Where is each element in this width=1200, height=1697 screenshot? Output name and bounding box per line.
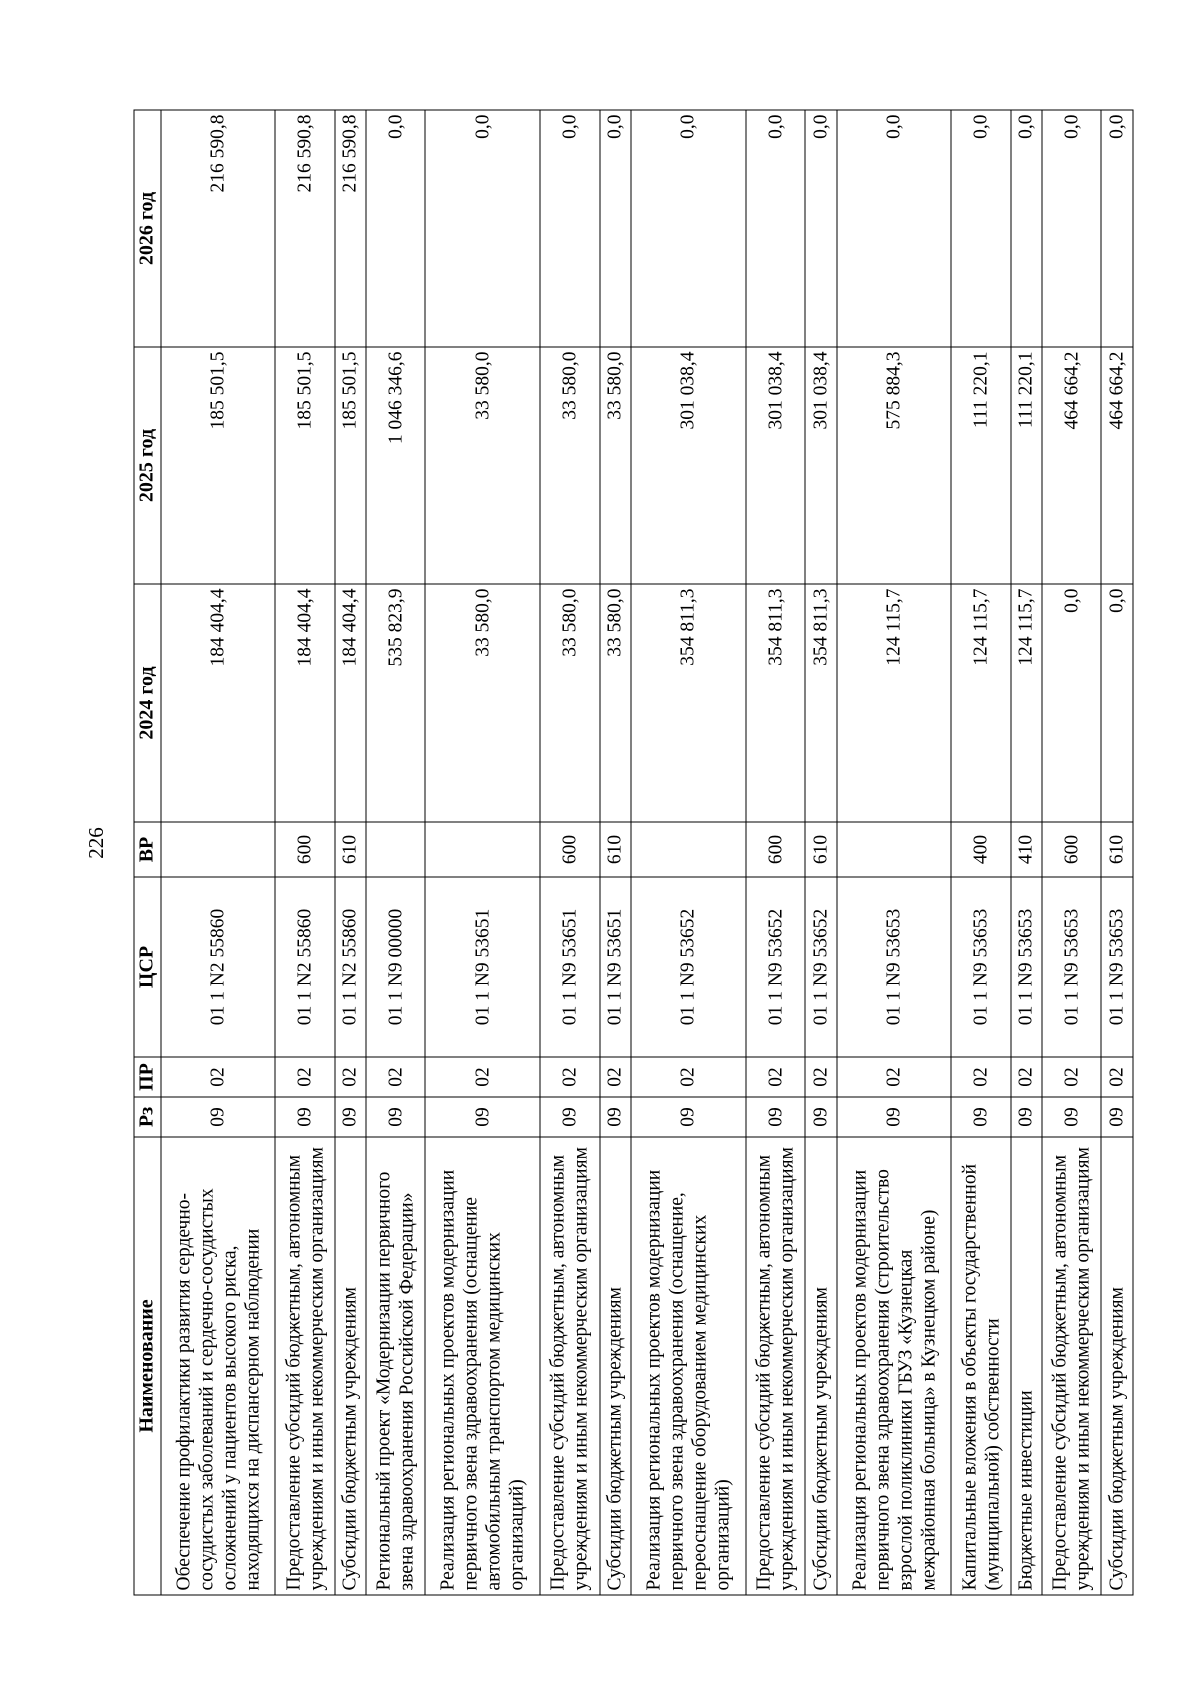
cell-pr: 02 [275,1057,334,1097]
cell-2024: 124 115,7 [1010,584,1041,822]
cell-name: Бюджетные инвестиции [1010,1137,1041,1595]
cell-2025: 111 220,1 [1010,347,1041,584]
cell-2024: 184 404,4 [334,584,365,822]
table-body [160,110,1132,1595]
table-row [1010,110,1041,1595]
cell-vr: 600 [275,822,334,877]
cell-rz: 09 [805,1097,836,1137]
header-name: Наименование [134,1137,161,1595]
cell-2025: 301 038,4 [631,347,746,584]
cell-vr: 600 [745,822,804,877]
cell-vr [366,822,425,877]
cell-csr: 01 1 N9 53651 [599,877,630,1057]
cell-name: Предоставление субсидий бюджетным, автономным учреждениям и иным некоммерческим организациям [275,1137,334,1595]
cell-2025: 464 664,2 [1042,347,1101,584]
cell-2025: 301 038,4 [805,347,836,584]
cell-name: Предоставление субсидий бюджетным, автономным учреждениям и иным некоммерческим организациям [540,1137,599,1595]
cell-2026: 216 590,8 [334,110,365,347]
cell-name: Реализация региональных проектов модернизации первичного звена здравоохранения (строительство взрослой поликлиники ГБУЗ «Кузнецкая межрайонная больница» в Кузнецком районе) [836,1137,951,1595]
cell-2026: 0,0 [599,110,630,347]
cell-2024: 0,0 [1042,584,1101,822]
cell-rz: 09 [951,1097,1010,1137]
cell-2024: 124 115,7 [951,584,1010,822]
cell-pr: 02 [951,1057,1010,1097]
table-header-row [134,110,161,1595]
cell-2024: 184 404,4 [275,584,334,822]
cell-rz: 09 [366,1097,425,1137]
table-frame [133,110,1133,1595]
table-row [1101,110,1133,1595]
cell-2026: 0,0 [1042,110,1101,347]
cell-vr: 410 [1010,822,1041,877]
cell-2026: 0,0 [425,110,540,347]
cell-vr [425,822,540,877]
cell-2025: 575 884,3 [836,347,951,584]
cell-pr: 02 [836,1057,951,1097]
cell-2026: 0,0 [836,110,951,347]
cell-2024: 354 811,3 [745,584,804,822]
cell-2024: 0,0 [1101,584,1133,822]
cell-vr: 610 [599,822,630,877]
cell-csr: 01 1 N9 53653 [1042,877,1101,1057]
cell-vr: 610 [1101,822,1133,877]
table-row [275,110,334,1595]
cell-pr: 02 [366,1057,425,1097]
header-pr: ПР [134,1057,161,1097]
cell-pr: 02 [425,1057,540,1097]
cell-name: Предоставление субсидий бюджетным, автономным учреждениям и иным некоммерческим организациям [1042,1137,1101,1595]
cell-2026: 0,0 [1010,110,1041,347]
cell-rz: 09 [160,1097,275,1137]
cell-2026: 216 590,8 [275,110,334,347]
cell-csr: 01 1 N9 53651 [540,877,599,1057]
cell-rz: 09 [1010,1097,1041,1137]
cell-2024: 124 115,7 [836,584,951,822]
cell-vr: 600 [1042,822,1101,877]
cell-pr: 02 [160,1057,275,1097]
cell-csr: 01 1 N2 55860 [160,877,275,1057]
cell-rz: 09 [836,1097,951,1137]
cell-csr: 01 1 N9 53653 [1010,877,1041,1057]
rotated-page-region [133,110,1133,1595]
cell-2025: 1 046 346,6 [366,347,425,584]
cell-name: Капитальные вложения в объекты государственной (муниципальной) собственности [951,1137,1010,1595]
cell-pr: 02 [745,1057,804,1097]
budget-table [133,109,1133,1595]
table-row [805,110,836,1595]
cell-pr: 02 [631,1057,746,1097]
cell-csr: 01 1 N9 53652 [805,877,836,1057]
header-2025: 2025 год [134,347,161,584]
page-number: 226 [84,827,108,859]
cell-rz: 09 [599,1097,630,1137]
cell-2024: 33 580,0 [540,584,599,822]
cell-pr: 02 [1010,1057,1041,1097]
table-row [366,110,425,1595]
cell-2025: 464 664,2 [1101,347,1133,584]
cell-name: Субсидии бюджетным учреждениям [334,1137,365,1595]
cell-name: Региональный проект «Модернизации первичного звена здравоохранения Российской Федерации» [366,1137,425,1595]
cell-2026: 0,0 [366,110,425,347]
cell-2025: 33 580,0 [599,347,630,584]
cell-rz: 09 [275,1097,334,1137]
cell-2025: 111 220,1 [951,347,1010,584]
cell-2024: 184 404,4 [160,584,275,822]
cell-pr: 02 [1042,1057,1101,1097]
table-row [745,110,804,1595]
header-rz: Рз [134,1097,161,1137]
cell-name: Субсидии бюджетным учреждениям [805,1137,836,1595]
cell-2025: 33 580,0 [540,347,599,584]
cell-rz: 09 [1101,1097,1133,1137]
table-row [540,110,599,1595]
cell-rz: 09 [540,1097,599,1137]
cell-name: Реализация региональных проектов модернизации первичного звена здравоохранения (оснащение, переоснащение оборудованием медицинских организаций) [631,1137,746,1595]
table-row [160,110,275,1595]
cell-vr: 610 [334,822,365,877]
cell-csr: 01 1 N9 53652 [745,877,804,1057]
cell-csr: 01 1 N9 53653 [1101,877,1133,1057]
cell-2025: 185 501,5 [160,347,275,584]
cell-csr: 01 1 N2 55860 [334,877,365,1057]
cell-rz: 09 [425,1097,540,1137]
cell-rz: 09 [1042,1097,1101,1137]
cell-pr: 02 [1101,1057,1133,1097]
header-vr: ВР [134,822,161,877]
cell-name: Субсидии бюджетным учреждениям [1101,1137,1133,1595]
cell-csr: 01 1 N9 53653 [951,877,1010,1057]
cell-2025: 185 501,5 [334,347,365,584]
header-2024: 2024 год [134,584,161,822]
cell-rz: 09 [631,1097,746,1137]
cell-rz: 09 [334,1097,365,1137]
table-row [599,110,630,1595]
cell-vr [160,822,275,877]
cell-2026: 0,0 [951,110,1010,347]
table-row [1042,110,1101,1595]
cell-2024: 354 811,3 [631,584,746,822]
cell-vr: 600 [540,822,599,877]
cell-2026: 0,0 [805,110,836,347]
cell-rz: 09 [745,1097,804,1137]
table-row [951,110,1010,1595]
cell-csr: 01 1 N9 53651 [425,877,540,1057]
table-row [334,110,365,1595]
cell-csr: 01 1 N9 53652 [631,877,746,1057]
cell-name: Субсидии бюджетным учреждениям [599,1137,630,1595]
cell-pr: 02 [334,1057,365,1097]
cell-2026: 216 590,8 [160,110,275,347]
cell-2026: 0,0 [1101,110,1133,347]
cell-vr: 610 [805,822,836,877]
cell-2024: 33 580,0 [599,584,630,822]
table-row [631,110,746,1595]
cell-csr: 01 1 N9 00000 [366,877,425,1057]
cell-2024: 33 580,0 [425,584,540,822]
cell-2024: 354 811,3 [805,584,836,822]
cell-name: Реализация региональных проектов модернизации первичного звена здравоохранения (оснащение автомобильным транспортом медицинских организаций) [425,1137,540,1595]
cell-name: Предоставление субсидий бюджетным, автономным учреждениям и иным некоммерческим организациям [745,1137,804,1595]
cell-pr: 02 [805,1057,836,1097]
cell-2026: 0,0 [631,110,746,347]
cell-name: Обеспечение профилактики развития сердечно-сосудистых заболеваний и сердечно-сосудистых осложнений у пациентов высокого риска, находящихся на диспансерном наблюдении [160,1137,275,1595]
cell-csr: 01 1 N2 55860 [275,877,334,1057]
table-row [425,110,540,1595]
cell-2026: 0,0 [540,110,599,347]
cell-pr: 02 [599,1057,630,1097]
cell-vr [631,822,746,877]
cell-2025: 185 501,5 [275,347,334,584]
cell-csr: 01 1 N9 53653 [836,877,951,1057]
cell-2025: 33 580,0 [425,347,540,584]
table-row [836,110,951,1595]
cell-pr: 02 [540,1057,599,1097]
cell-2024: 535 823,9 [366,584,425,822]
cell-vr [836,822,951,877]
header-csr: ЦСР [134,877,161,1057]
header-2026: 2026 год [134,110,161,347]
cell-2025: 301 038,4 [745,347,804,584]
cell-2026: 0,0 [745,110,804,347]
cell-vr: 400 [951,822,1010,877]
